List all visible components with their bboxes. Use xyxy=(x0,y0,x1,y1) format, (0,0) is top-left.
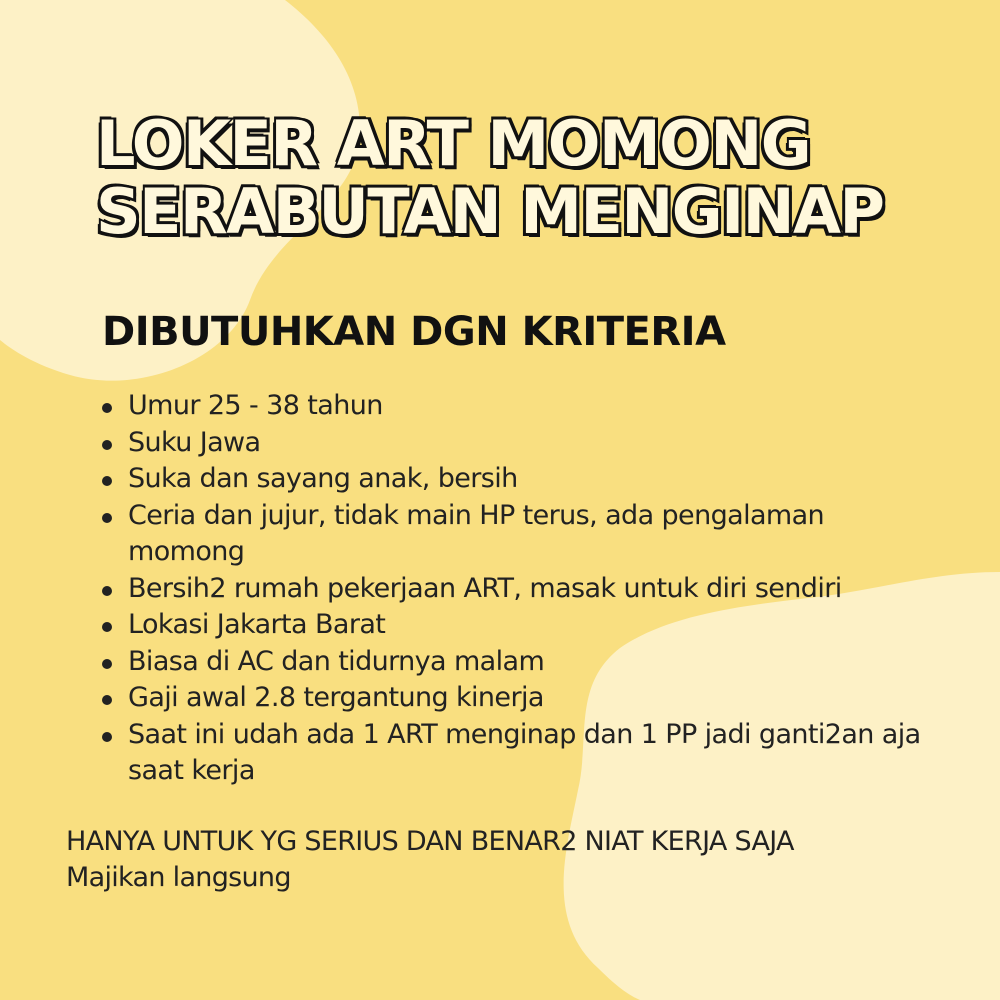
criteria-item-habits: Biasa di AC dan tidurnya malam xyxy=(98,644,928,681)
criteria-item-loves-kids: Suka dan sayang anak, bersih xyxy=(98,461,928,498)
title-line-2: SERABUTAN MENGINAP xyxy=(96,175,884,248)
criteria-heading: DIBUTUHKAN DGN KRITERIA xyxy=(102,309,726,355)
criteria-item-location: Lokasi Jakarta Barat xyxy=(98,607,928,644)
footer-employer: Majikan langsung xyxy=(66,862,291,893)
criteria-item-age: Umur 25 - 38 tahun xyxy=(98,388,928,425)
criteria-item-salary: Gaji awal 2.8 tergantung kinerja xyxy=(98,680,928,717)
criteria-item-personality: Ceria dan jujur, tidak main HP terus, ada pengalaman momong xyxy=(98,498,928,571)
criteria-item-current-staff: Saat ini udah ada 1 ART menginap dan 1 PP jadi ganti2an aja saat kerja xyxy=(98,717,928,790)
footer-notice: HANYA UNTUK YG SERIUS DAN BENAR2 NIAT KERJA SAJA xyxy=(66,826,794,857)
poster-title xyxy=(96,107,884,248)
criteria-item-duties: Bersih2 rumah pekerjaan ART, masak untuk diri sendiri xyxy=(98,571,928,608)
title-line-1: LOKER ART MOMONG xyxy=(96,107,811,180)
criteria-item-ethnicity: Suku Jawa xyxy=(98,425,928,462)
poster-footer xyxy=(66,824,966,896)
criteria-list xyxy=(98,388,928,790)
